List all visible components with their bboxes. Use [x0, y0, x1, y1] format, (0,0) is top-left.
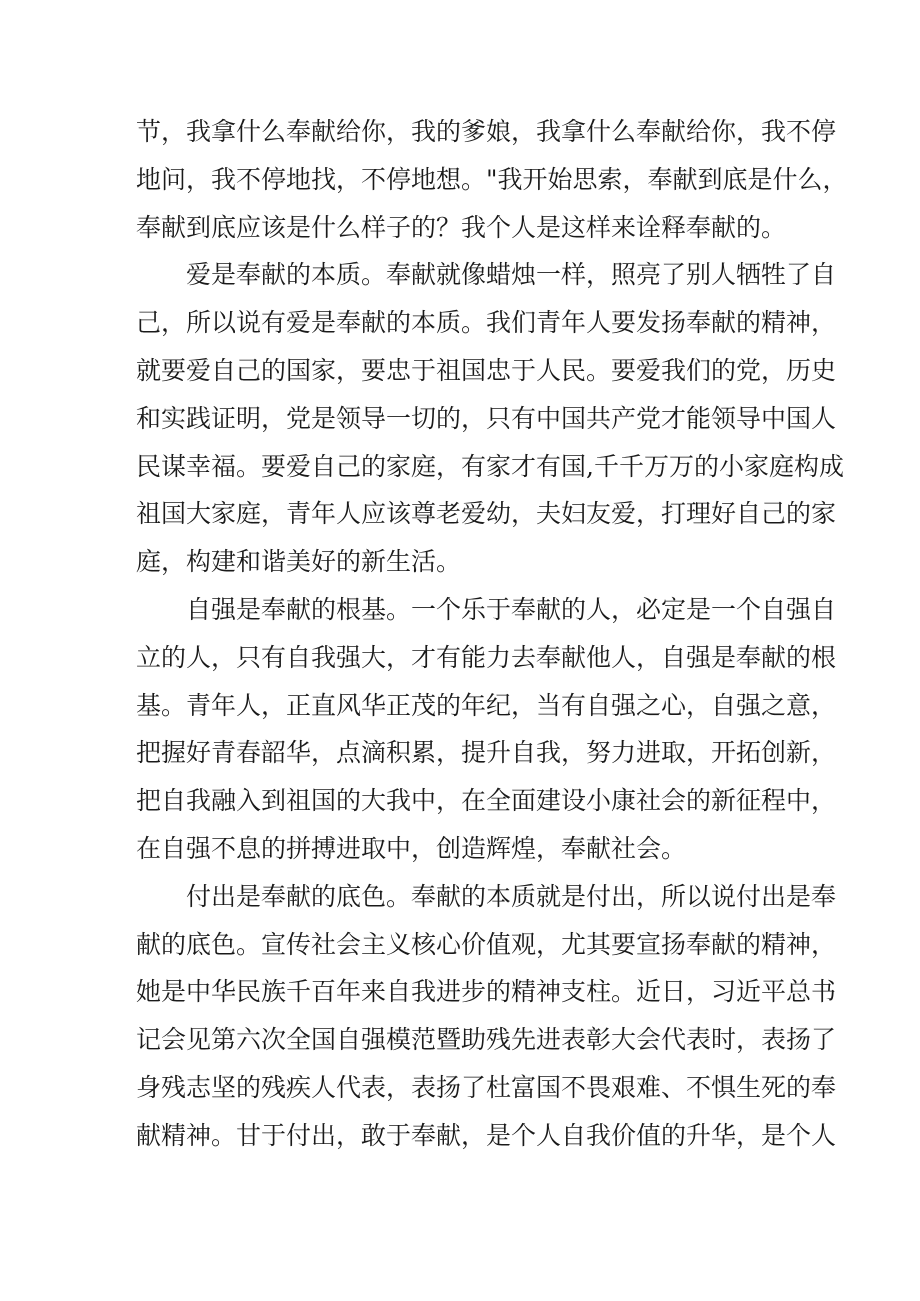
text-line: 基。青年人，正直风华正茂的年纪，当有自强之心，自强之意，	[136, 690, 837, 720]
text-line: 地问，我不停地找，不停地想。"我开始思索，奉献到底是什么，	[136, 164, 848, 194]
text-line: 她是中华民族千百年来自我进步的精神支柱。近日，习近平总书	[136, 977, 837, 1007]
text-line: 奉献到底应该是什么样子的？我个人是这样来诠释奉献的。	[136, 212, 787, 242]
text-line: 和实践证明，党是领导一切的，只有中国共产党才能领导中国人	[136, 403, 837, 433]
text-line: 爱是奉献的本质。奉献就像蜡烛一样，照亮了别人牺牲了自	[186, 260, 837, 290]
text-line: 付出是奉献的底色。奉献的本质就是付出，所以说付出是奉	[186, 881, 837, 911]
text-line: 己，所以说有爱是奉献的本质。我们青年人要发扬奉献的精神，	[136, 308, 837, 338]
text-line: 献精神。甘于付出，敢于奉献，是个人自我价值的升华，是个人	[136, 1120, 837, 1150]
text-line: 把握好青春韶华，点滴积累，提升自我，努力进取，开拓创新，	[136, 738, 837, 768]
text-line: 把自我融入到祖国的大我中，在全面建设小康社会的新征程中，	[136, 786, 837, 816]
document-body	[136, 108, 848, 1160]
text-line: 就要爱自己的国家，要忠于祖国忠于人民。要爱我们的党，历史	[136, 355, 837, 385]
text-line: 立的人，只有自我强大，才有能力去奉献他人，自强是奉献的根	[136, 642, 837, 672]
text-line: 身残志坚的残疾人代表，表扬了杜富国不畏艰难、不惧生死的奉	[136, 1072, 837, 1102]
text-line: 庭，构建和谐美好的新生活。	[136, 547, 462, 577]
text-line: 在自强不息的拼搏进取中，创造辉煌，奉献社会。	[136, 833, 687, 863]
text-line: 记会见第六次全国自强模范暨助残先进表彰大会代表时，表扬了	[136, 1025, 837, 1055]
text-line: 献的底色。宣传社会主义核心价值观，尤其要宣扬奉献的精神，	[136, 929, 837, 959]
text-line: 自强是奉献的根基。一个乐于奉献的人，必定是一个自强自	[186, 594, 837, 624]
text-line: 民谋幸福。要爱自己的家庭，有家才有国,千千万万的小家庭构成	[136, 451, 844, 481]
text-line: 祖国大家庭，青年人应该尊老爱幼，夫妇友爱，打理好自己的家	[136, 499, 837, 529]
text-line: 节，我拿什么奉献给你，我的爹娘，我拿什么奉献给你，我不停	[136, 117, 837, 146]
